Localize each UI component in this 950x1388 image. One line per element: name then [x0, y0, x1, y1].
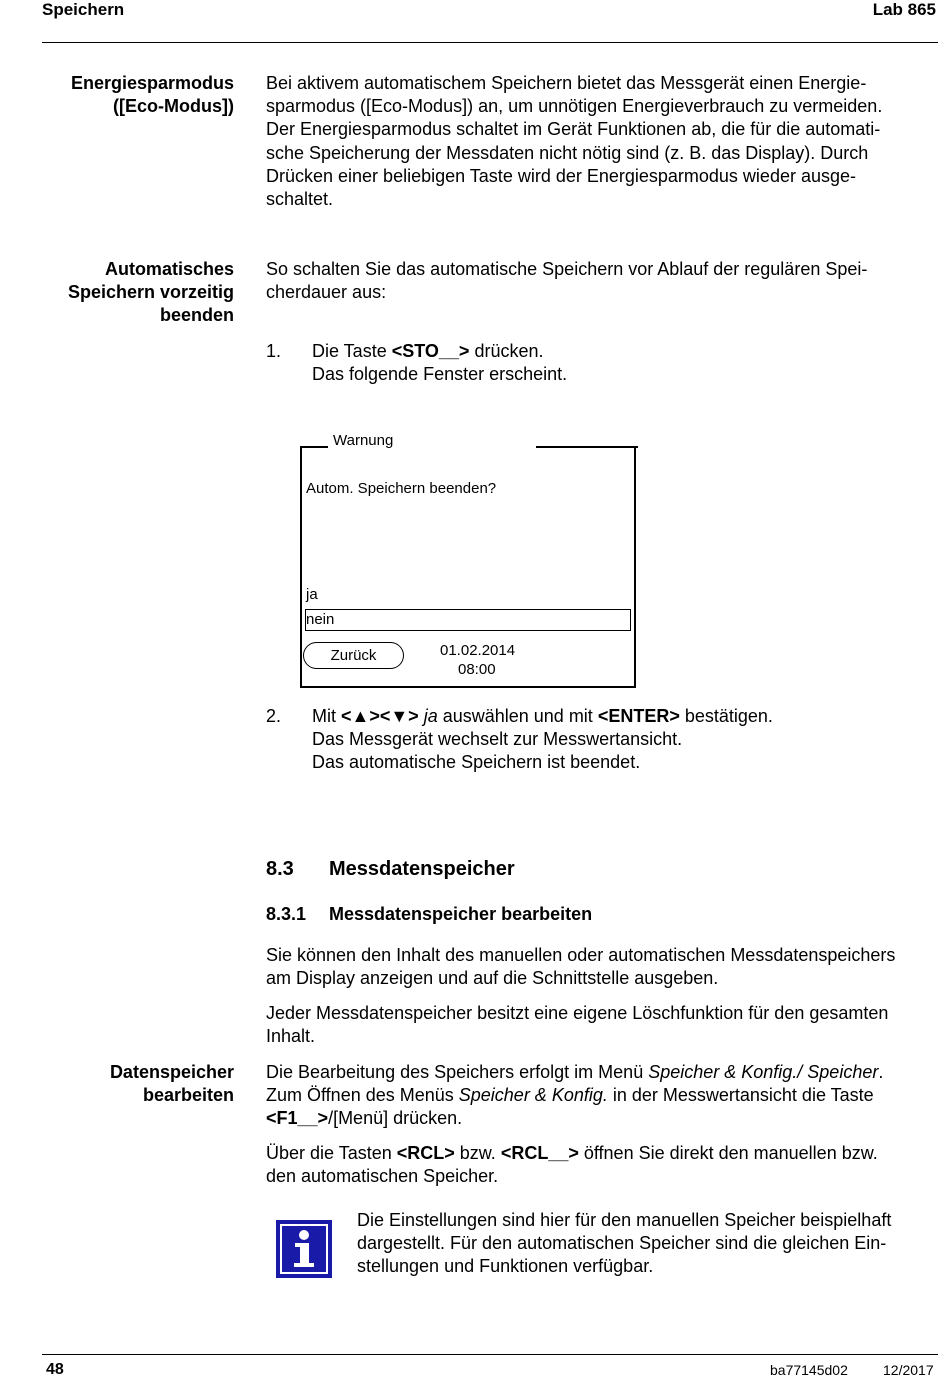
mess-paragraph-4: Über die Tasten <RCL> bzw. <RCL__> öffnen Sie direkt den manuellen bzw. den automatischen Speicher. [266, 1143, 878, 1187]
dialog-title: Warnung [333, 432, 394, 449]
dialog-question: Autom. Speichern beenden? [306, 480, 497, 497]
mess-paragraph-1: Sie können den Inhalt des manuellen oder automatischen Messdatenspeichers am Display anzeigen und auf die Schnittstelle ausgeben. [266, 945, 896, 989]
document-id: ba77145d02 [770, 1362, 848, 1378]
info-icon [276, 1220, 332, 1278]
header-rule [42, 42, 938, 43]
running-header-right: Lab 865 [872, 0, 936, 19]
section-title: Messdatenspeicher [329, 858, 515, 880]
mess-paragraph-3: Die Bearbeitung des Speichers erfolgt im Menü Speicher & Konfig./ Speicher. Zum Öffnen des Menüs Speicher & Konfig. in der Messwertansicht die Taste <F1__>/[Menü] drücken. [266, 1062, 884, 1129]
page-number: 48 [46, 1361, 64, 1378]
subsection-number: 8.3.1 [266, 904, 307, 924]
mess-paragraph-2: Jeder Messdatenspeicher besitzt eine eigene Löschfunktion für den gesamten Inhalt. [266, 1003, 889, 1047]
step-1-text: Die Taste <STO__> drücken. Das folgende Fenster erscheint. [312, 341, 568, 385]
back-button[interactable]: Zurück [303, 642, 404, 669]
side-heading-datenspeicher: Datenspeicher bearbeiten [109, 1062, 234, 1105]
auto-paragraph: So schalten Sie das automatische Speichern vor Ablauf der regulären Spei- cherdauer aus: [266, 259, 868, 303]
subsection-title: Messdatenspeicher bearbeiten [329, 904, 593, 924]
side-heading-eco: Energiesparmodus ([Eco-Modus]) [70, 73, 234, 116]
section-number: 8.3 [266, 858, 294, 880]
dialog-time: 08:00 [458, 661, 496, 678]
running-header-left: Speichern [42, 0, 125, 19]
eco-paragraph: Bei aktivem automatischem Speichern bietet das Messgerät einen Energie- sparmodus ([Eco-Modus]) an, um unnötigen Energieverbrauch zu vermeiden. Der Energiesparmodus schaltet im Gerät Funktionen ab, die für die automati- sche Speicherung der Messdaten nicht nötig sind (z. B. das Display). Durch Drücken einer beliebigen Taste wird der Energiesparmodus wieder ausge- schaltet. [266, 73, 883, 210]
info-note-text: Die Einstellungen sind hier für den manuellen Speicher beispielhaft dargestellt. Für den automatischen Speicher sind die gleichen Ein- stellungen und Funktionen verfügbar. [357, 1210, 892, 1277]
dialog-option-ja[interactable]: ja [306, 586, 318, 603]
dialog-date: 01.02.2014 [440, 642, 516, 659]
footer-rule [42, 1354, 938, 1355]
dialog-option-nein[interactable]: nein [305, 609, 631, 631]
step-2-number: 2. [266, 706, 282, 726]
side-heading-auto: Automatisches Speichern vorzeitig beenden [67, 259, 234, 325]
document-date: 12/2017 [883, 1362, 934, 1378]
step-2-text: Mit <▲><▼> ja auswählen und mit <ENTER> bestätigen. Das Messgerät wechselt zur Messwertansicht. Das automatische Speichern ist beendet. [312, 706, 773, 773]
step-1-number: 1. [266, 341, 282, 361]
